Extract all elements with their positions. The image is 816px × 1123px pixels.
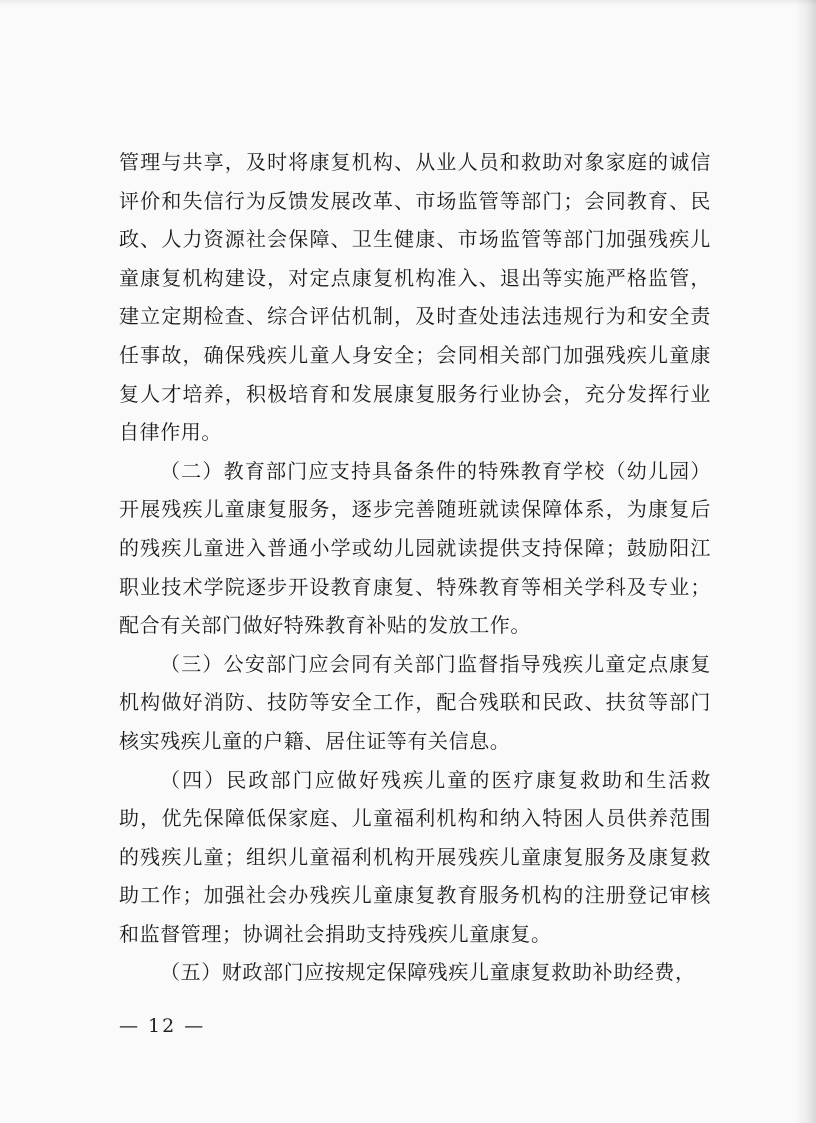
document-body	[119, 143, 711, 992]
paragraph-finance-department: （五）财政部门应按规定保障残疾儿童康复救助补助经费，	[160, 960, 696, 985]
paragraph-civil-affairs-department: （四）民政部门应做好残疾儿童的医疗康复救助和生活救助，优先保障低保家庭、儿童福利机构和纳入特困人员供养范围的残疾儿童；组织儿童福利机构开展残疾儿童康复服务及康复救助工作；加强社会办残疾儿童康复教育服务机构的注册登记审核和监督管理；协调社会捐助支持残疾儿童康复。	[119, 767, 711, 946]
page-top-edge	[0, 0, 816, 6]
paragraph-education-department: （二）教育部门应支持具备条件的特殊教育学校（幼儿园）开展残疾儿童康复服务，逐步完善随班就读保障体系，为康复后的残疾儿童进入普通小学或幼儿园就读提供支持保障；鼓励阳江职业技术学院逐步开设教育康复、特殊教育等相关学科及专业；配合有关部门做好特殊教育补贴的发放工作。	[119, 458, 711, 638]
paragraph-continuation: 管理与共享，及时将康复机构、从业人员和救助对象家庭的诚信评价和失信行为反馈发展改革、市场监管等部门；会同教育、民政、人力资源社会保障、卫生健康、市场监管等部门加强残疾儿童康复机构建设，对定点康复机构准入、退出等实施严格监管，建立定期检查、综合评估机制，及时查处违法违规行为和安全责任事故，确保残疾儿童人身安全；会同相关部门加强残疾儿童康复人才培养，积极培育和发展康复服务行业协会，充分发挥行业自律作用。	[119, 150, 711, 445]
paragraph-public-security-department: （三）公安部门应会同有关部门监督指导残疾儿童定点康复机构做好消防、技防等安全工作，配合残联和民政、扶贫等部门核实残疾儿童的户籍、居住证等有关信息。	[119, 651, 711, 753]
page-number: — 12 —	[119, 1015, 206, 1037]
page-scan-edge-shadow	[794, 0, 816, 1123]
